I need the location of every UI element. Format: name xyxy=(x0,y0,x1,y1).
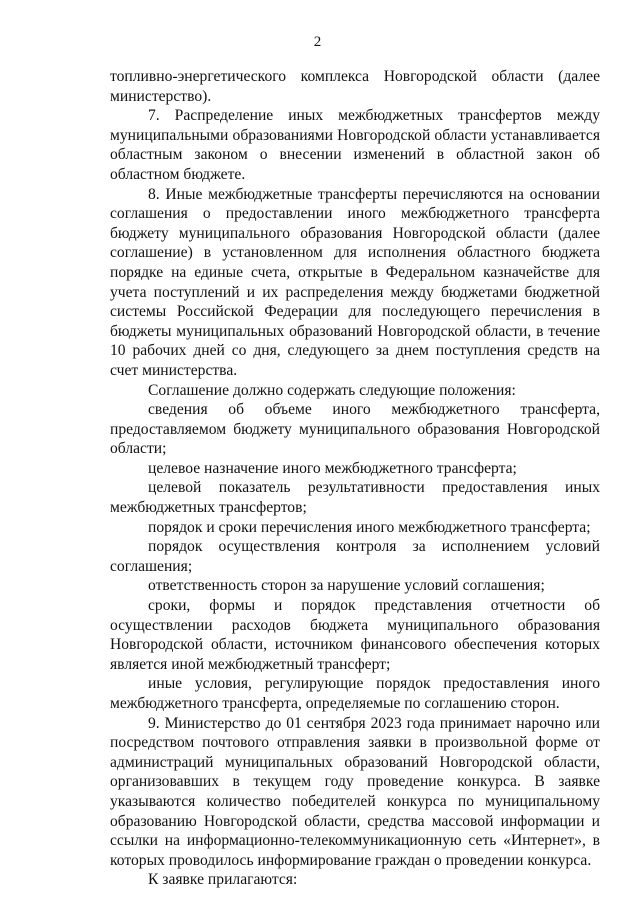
paragraph-attachments-intro: К заявке прилагаются: xyxy=(148,871,298,889)
paragraph-agreement-transfer-terms: порядок и сроки перечисления иного межбюджетного трансферта; xyxy=(148,518,591,536)
paragraph-item-8: 8. Иные межбюджетные трансферты перечисляются на основании соглашения о предоставлении иного межбюджетного трансферта бюджету муниципального образования Новгородской области (далее соглашение) в установленном для исполнения областного бюджета порядке на единые счета, открытые в Федеральном казначействе для учета поступлений и их распределения между бюджетами бюджетной системы Российской Федерации для последующего перечисления в бюджеты муниципальных образований Новгородской области, в течение 10 рабочих дней со дня, следующего за днем поступления средств на счет министерства. xyxy=(110,185,600,379)
paragraph-agreement-purpose: целевое назначение иного межбюджетного трансферта; xyxy=(148,459,517,477)
paragraph-agreement-other: иные условия, регулирующие порядок предоставления иного межбюджетного трансферта, определяемые по соглашению сторон. xyxy=(110,675,600,712)
page-number: 2 xyxy=(313,34,322,50)
paragraph-agreement-intro: Соглашение должно содержать следующие положения: xyxy=(148,381,516,399)
paragraph-agreement-volume: сведения об объеме иного межбюджетного трансферта, предоставляемом бюджету муниципального образования Новгородской области; xyxy=(110,401,600,458)
paragraph-item-9: 9. Министерство до 01 сентября 2023 года принимает нарочно или посредством почтового отправления заявки в произвольной форме от администраций муниципальных образований Новгородской области, организовавших в текущем году проведение конкурса. В заявке указываются количество победителей конкурса по муниципальному образованию Новгородской области, средства массовой информации и ссылки на информационно-телекоммуникационную сеть «Интернет», в которых проводилось информирование граждан о проведении конкурса. xyxy=(110,714,600,869)
paragraph-item-7: 7. Распределение иных межбюджетных трансфертов между муниципальными образованиями Новгородской области устанавливается областным законом о внесении изменений в областной закон об областном бюджете. xyxy=(110,107,600,183)
paragraph-continuation: топливно-энергетического комплекса Новгородской области (далее министерство). xyxy=(110,68,600,105)
paragraph-agreement-indicator: целевой показатель результативности предоставления иных межбюджетных трансфертов; xyxy=(110,479,600,517)
paragraph-agreement-responsibility: ответственность сторон за нарушение условий соглашения; xyxy=(148,577,545,595)
paragraph-agreement-reporting: сроки, формы и порядок представления отчетности об осуществлении расходов бюджета муниципального образования Новгородской области, источником финансового обеспечения которых является иной межбюджетный трансферт; xyxy=(110,597,600,673)
document-body xyxy=(110,67,600,890)
paragraph-agreement-control: порядок осуществления контроля за исполнением условий соглашения; xyxy=(110,538,600,575)
